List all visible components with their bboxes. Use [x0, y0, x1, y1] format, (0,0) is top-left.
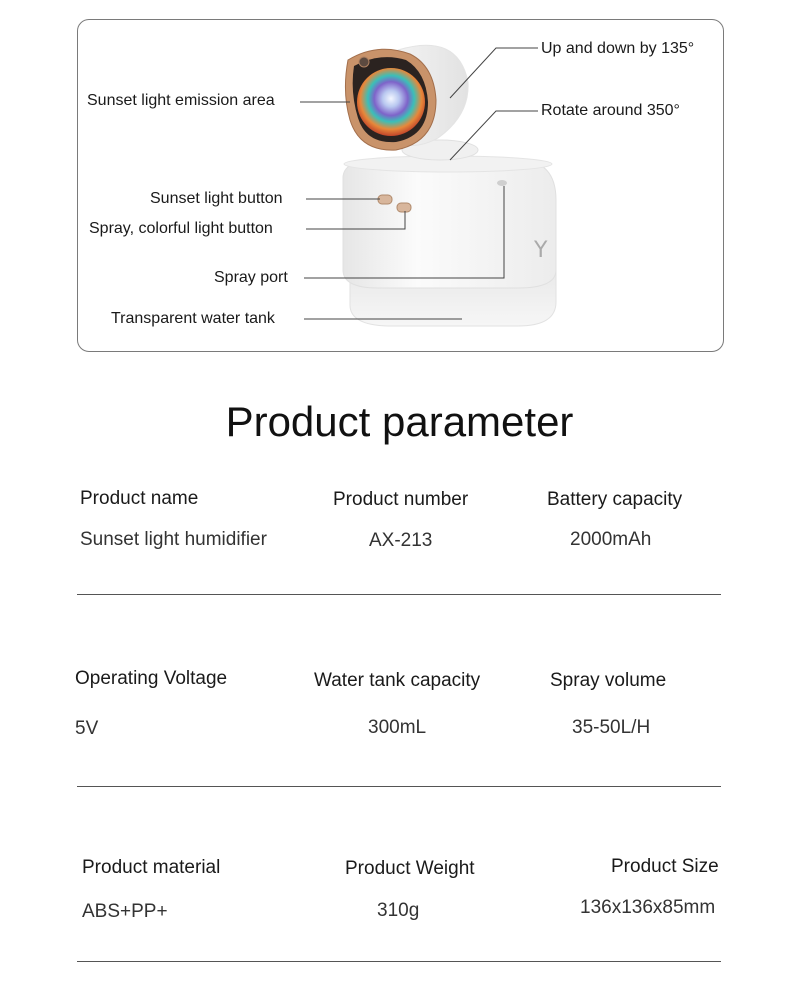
operating-voltage-label: Operating Voltage: [75, 668, 228, 689]
water-tank-capacity-label: Water tank capacity: [314, 670, 481, 691]
spray-volume-label: Spray volume: [550, 670, 667, 691]
product-size-label: Product Size: [611, 856, 719, 877]
callout-up-down: Up and down by 135°: [541, 40, 695, 57]
water-tank-capacity-value: 300mL: [368, 717, 427, 738]
section-title: Product parameter: [225, 398, 574, 445]
product-size-value: 136x136x85mm: [580, 897, 716, 918]
callout-spray-port: Spray port: [214, 269, 288, 286]
divider-3: [77, 961, 721, 962]
divider-2: [77, 786, 721, 787]
callout-water-tank: Transparent water tank: [111, 310, 275, 327]
callout-sunset-button: Sunset light button: [150, 190, 283, 207]
base-body: [343, 160, 556, 288]
divider-1: [77, 594, 721, 595]
product-name-label: Product name: [80, 488, 199, 509]
spray-volume-value: 35-50L/H: [572, 717, 651, 738]
product-material-value: ABS+PP+: [82, 901, 168, 922]
callout-rotate: Rotate around 350°: [541, 102, 680, 119]
logo-mark: Y: [534, 238, 548, 263]
product-number-value: AX-213: [369, 530, 433, 551]
product-number-label: Product number: [333, 489, 469, 510]
product-weight-value: 310g: [377, 900, 420, 921]
callout-emission-area: Sunset light emission area: [87, 92, 275, 109]
battery-capacity-value: 2000mAh: [570, 529, 652, 550]
operating-voltage-value: 5V: [75, 718, 99, 739]
product-diagram-panel: [77, 19, 724, 352]
lens-glow: [357, 68, 425, 136]
product-material-label: Product material: [82, 857, 221, 878]
product-weight-label: Product Weight: [345, 858, 475, 879]
sunset-button-graphic: [378, 195, 392, 204]
product-name-value: Sunset light humidifier: [80, 529, 267, 550]
humidifier-illustration: [78, 20, 725, 353]
battery-capacity-label: Battery capacity: [547, 489, 683, 510]
spray-port-graphic: [497, 180, 507, 186]
callout-spray-button: Spray, colorful light button: [89, 220, 273, 237]
spray-button-graphic: [397, 203, 411, 212]
